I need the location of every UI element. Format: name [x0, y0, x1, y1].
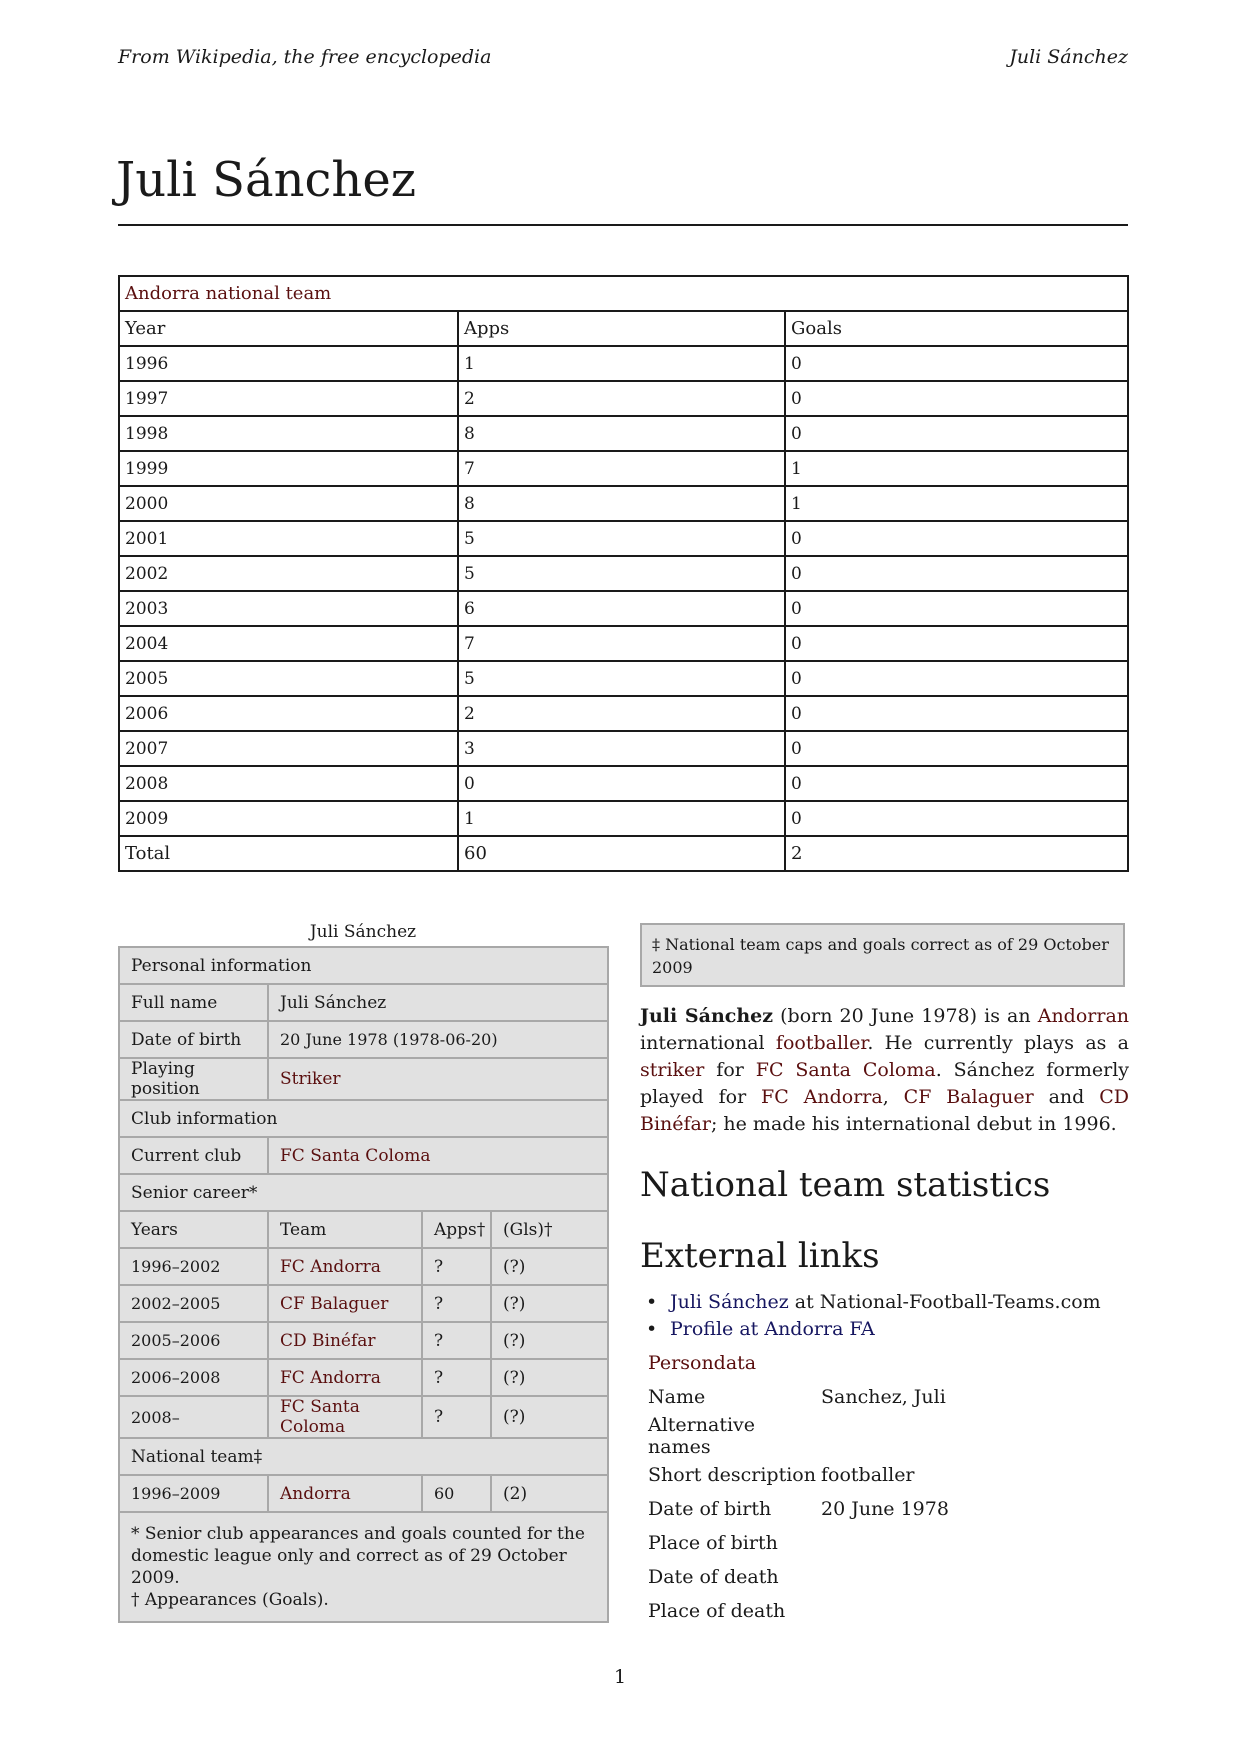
persondata-value: 20 June 1978 — [821, 1498, 949, 1520]
header-year: Year — [119, 311, 458, 346]
dob-value: 20 June 1978 (1978-06-20) — [268, 1021, 608, 1058]
career-team-link[interactable]: CD Binéfar — [268, 1322, 422, 1359]
table-row — [119, 451, 1128, 486]
persondata-row — [648, 1414, 949, 1458]
career-apps: ? — [422, 1248, 491, 1285]
persondata-value: Sanchez, Juli — [821, 1386, 946, 1408]
national-team-link[interactable]: Andorra — [268, 1475, 422, 1512]
career-header-team: Team — [268, 1211, 422, 1248]
persondata-row — [648, 1526, 949, 1560]
career-years: 2008– — [119, 1396, 268, 1438]
current-club-label: Current club — [119, 1137, 268, 1174]
table-row — [119, 731, 1128, 766]
position-label: Playing position — [119, 1058, 268, 1100]
table-header-row — [119, 311, 1128, 346]
career-goals: (?) — [491, 1396, 608, 1438]
persondata-row — [648, 1560, 949, 1594]
cd-binefar-link[interactable]: CD Binéfar — [640, 1086, 1129, 1135]
page-number: 1 — [613, 1666, 627, 1688]
header-article-title: Juli Sánchez — [1009, 46, 1128, 68]
persondata-row — [648, 1492, 949, 1526]
cell-year: 2007 — [119, 731, 458, 766]
page-title: Juli Sánchez — [116, 152, 417, 208]
career-goals: (?) — [491, 1322, 608, 1359]
fc-andorra-link[interactable]: FC Andorra — [761, 1086, 883, 1108]
table-row — [119, 591, 1128, 626]
cell-apps: 3 — [458, 731, 785, 766]
table-row — [119, 346, 1128, 381]
total-goals: 2 — [785, 836, 1128, 871]
national-goals: (2) — [491, 1475, 608, 1512]
cell-goals: 0 — [785, 766, 1128, 801]
intro-text: . He currently plays as a — [867, 1032, 1129, 1054]
career-years: 2002–2005 — [119, 1285, 268, 1322]
full-name-value: Juli Sánchez — [268, 984, 608, 1021]
intro-text: . Sánchez formerly played for — [640, 1059, 1130, 1108]
cell-year: 1998 — [119, 416, 458, 451]
career-apps: ? — [422, 1396, 491, 1438]
cell-goals: 0 — [785, 661, 1128, 696]
persondata-value — [821, 1594, 949, 1628]
cell-apps: 5 — [458, 661, 785, 696]
persondata-key: Alternative names — [648, 1414, 756, 1458]
table-row — [119, 381, 1128, 416]
table-row — [119, 626, 1128, 661]
career-apps: ? — [422, 1285, 491, 1322]
career-team-link[interactable]: CF Balaguer — [268, 1285, 422, 1322]
cell-apps: 8 — [458, 486, 785, 521]
section-heading-external-links: External links — [640, 1236, 880, 1276]
infobox-section-personal: Personal information — [119, 947, 608, 984]
cell-apps: 5 — [458, 556, 785, 591]
cell-year: 2002 — [119, 556, 458, 591]
persondata-key: Name — [648, 1386, 706, 1408]
cell-year: 2001 — [119, 521, 458, 556]
infobox — [118, 946, 609, 1623]
cell-goals: 0 — [785, 346, 1128, 381]
career-row — [119, 1248, 608, 1285]
cell-year: 2008 — [119, 766, 458, 801]
table-row — [119, 416, 1128, 451]
career-team-link[interactable]: FC Andorra — [268, 1248, 422, 1285]
career-row — [119, 1359, 608, 1396]
persondata-row — [648, 1594, 949, 1628]
cell-year: 2000 — [119, 486, 458, 521]
cell-year: 2009 — [119, 801, 458, 836]
cell-apps: 8 — [458, 416, 785, 451]
title-divider — [118, 224, 1128, 226]
section-heading-national-stats: National team statistics — [640, 1165, 1051, 1205]
header-apps: Apps — [458, 311, 785, 346]
striker-link[interactable]: striker — [640, 1059, 705, 1081]
intro-paragraph — [640, 1003, 1129, 1138]
cell-apps: 6 — [458, 591, 785, 626]
cell-apps: 7 — [458, 626, 785, 661]
table-row — [119, 486, 1128, 521]
cell-apps: 1 — [458, 801, 785, 836]
cell-goals: 1 — [785, 451, 1128, 486]
cell-goals: 0 — [785, 521, 1128, 556]
career-apps: ? — [422, 1359, 491, 1396]
persondata-value: footballer — [821, 1464, 915, 1486]
list-item — [646, 1289, 1101, 1316]
nft-profile-link[interactable]: Juli Sánchez — [670, 1291, 789, 1313]
table-total-row — [119, 836, 1128, 871]
career-row — [119, 1322, 608, 1359]
external-links-list — [646, 1289, 1101, 1343]
career-team-link[interactable]: FC Andorra — [268, 1359, 422, 1396]
persondata-table — [648, 1346, 949, 1628]
cell-year: 1997 — [119, 381, 458, 416]
cell-goals: 0 — [785, 626, 1128, 661]
cell-year: 2006 — [119, 696, 458, 731]
dob-label: Date of birth — [119, 1021, 268, 1058]
persondata-key: Date of birth — [648, 1498, 772, 1520]
intro-text: (born 20 June 1978) is an — [773, 1005, 1038, 1027]
intro-text: international — [640, 1032, 776, 1054]
persondata-key: Place of death — [648, 1600, 786, 1622]
cell-goals: 1 — [785, 486, 1128, 521]
cell-goals: 0 — [785, 731, 1128, 766]
career-years: 2006–2008 — [119, 1359, 268, 1396]
footnote-senior: * Senior club appearances and goals counted for the domestic league only and correct as of 29 October 2009. — [131, 1524, 585, 1588]
table-row — [119, 766, 1128, 801]
persondata-value — [821, 1560, 949, 1594]
andorran-link[interactable]: Andorran — [1037, 1005, 1130, 1027]
cell-year: 2003 — [119, 591, 458, 626]
national-team-table — [118, 275, 1129, 872]
infobox-section-senior-career: Senior career* — [119, 1174, 608, 1211]
career-header-row — [119, 1211, 608, 1248]
career-years: 2005–2006 — [119, 1322, 268, 1359]
cell-apps: 1 — [458, 346, 785, 381]
link-suffix: at National-Football-Teams.com — [788, 1291, 1101, 1313]
career-row — [119, 1285, 608, 1322]
table-row — [119, 556, 1128, 591]
career-goals: (?) — [491, 1285, 608, 1322]
current-club-link[interactable]: FC Santa Coloma — [268, 1137, 608, 1174]
career-row — [119, 1396, 608, 1438]
cell-apps: 0 — [458, 766, 785, 801]
cell-goals: 0 — [785, 801, 1128, 836]
persondata-key: Short description — [648, 1464, 816, 1486]
cell-year: 1996 — [119, 346, 458, 381]
cell-year: 1999 — [119, 451, 458, 486]
national-table-caption-link[interactable]: Andorra national team — [119, 276, 1128, 311]
career-header-years: Years — [119, 1211, 268, 1248]
career-header-goals: (Gls)† — [491, 1211, 608, 1248]
table-row — [119, 696, 1128, 731]
career-goals: (?) — [491, 1359, 608, 1396]
list-item — [646, 1316, 1101, 1343]
cell-goals: 0 — [785, 591, 1128, 626]
cell-apps: 5 — [458, 521, 785, 556]
intro-text: for — [704, 1059, 756, 1081]
career-team-link[interactable]: FC Santa Coloma — [268, 1396, 422, 1438]
header-source: From Wikipedia, the free encyclopedia — [118, 46, 492, 68]
intro-name: Juli Sánchez — [640, 1005, 774, 1027]
table-row — [119, 801, 1128, 836]
cell-goals: 0 — [785, 556, 1128, 591]
andorra-fa-profile-link[interactable]: Profile at Andorra FA — [670, 1318, 875, 1340]
total-label: Total — [119, 836, 458, 871]
cell-goals: 0 — [785, 381, 1128, 416]
cell-goals: 0 — [785, 696, 1128, 731]
cell-year: 2004 — [119, 626, 458, 661]
persondata-key: Date of death — [648, 1566, 779, 1588]
persondata-caption[interactable]: Persondata — [648, 1352, 757, 1374]
footballer-link[interactable]: footballer — [775, 1032, 868, 1054]
cf-balaguer-link[interactable]: CF Balaguer — [903, 1086, 1034, 1108]
cell-goals: 0 — [785, 416, 1128, 451]
infobox-caption: Juli Sánchez — [309, 922, 417, 942]
intro-text: and — [1033, 1086, 1100, 1108]
persondata-row — [648, 1458, 949, 1492]
persondata-value — [821, 1414, 949, 1458]
cell-year: 2005 — [119, 661, 458, 696]
cell-apps: 7 — [458, 451, 785, 486]
table-row — [119, 521, 1128, 556]
intro-text: ; he made his international debut in 1996. — [710, 1113, 1117, 1135]
fc-santa-coloma-link[interactable]: FC Santa Coloma — [755, 1059, 936, 1081]
table-row — [119, 661, 1128, 696]
national-years: 1996–2009 — [119, 1475, 268, 1512]
career-goals: (?) — [491, 1248, 608, 1285]
career-years: 1996–2002 — [119, 1248, 268, 1285]
position-link[interactable]: Striker — [268, 1058, 608, 1100]
national-apps: 60 — [422, 1475, 491, 1512]
infobox-section-club: Club information — [119, 1100, 608, 1137]
infobox-footnotes — [119, 1512, 608, 1622]
footnote-appearances: † Appearances (Goals). — [131, 1590, 329, 1610]
national-caps-notice: ‡ National team caps and goals correct as of 29 October 2009 — [640, 923, 1125, 987]
cell-apps: 2 — [458, 696, 785, 731]
intro-text: , — [882, 1086, 904, 1108]
persondata-key: Place of birth — [648, 1532, 778, 1554]
persondata-value — [821, 1526, 949, 1560]
total-apps: 60 — [458, 836, 785, 871]
infobox-section-national-team: National team‡ — [119, 1438, 608, 1475]
full-name-label: Full name — [119, 984, 268, 1021]
persondata-row — [648, 1380, 949, 1414]
header-goals: Goals — [785, 311, 1128, 346]
career-apps: ? — [422, 1322, 491, 1359]
cell-apps: 2 — [458, 381, 785, 416]
career-header-apps: Apps† — [422, 1211, 491, 1248]
national-row — [119, 1475, 608, 1512]
